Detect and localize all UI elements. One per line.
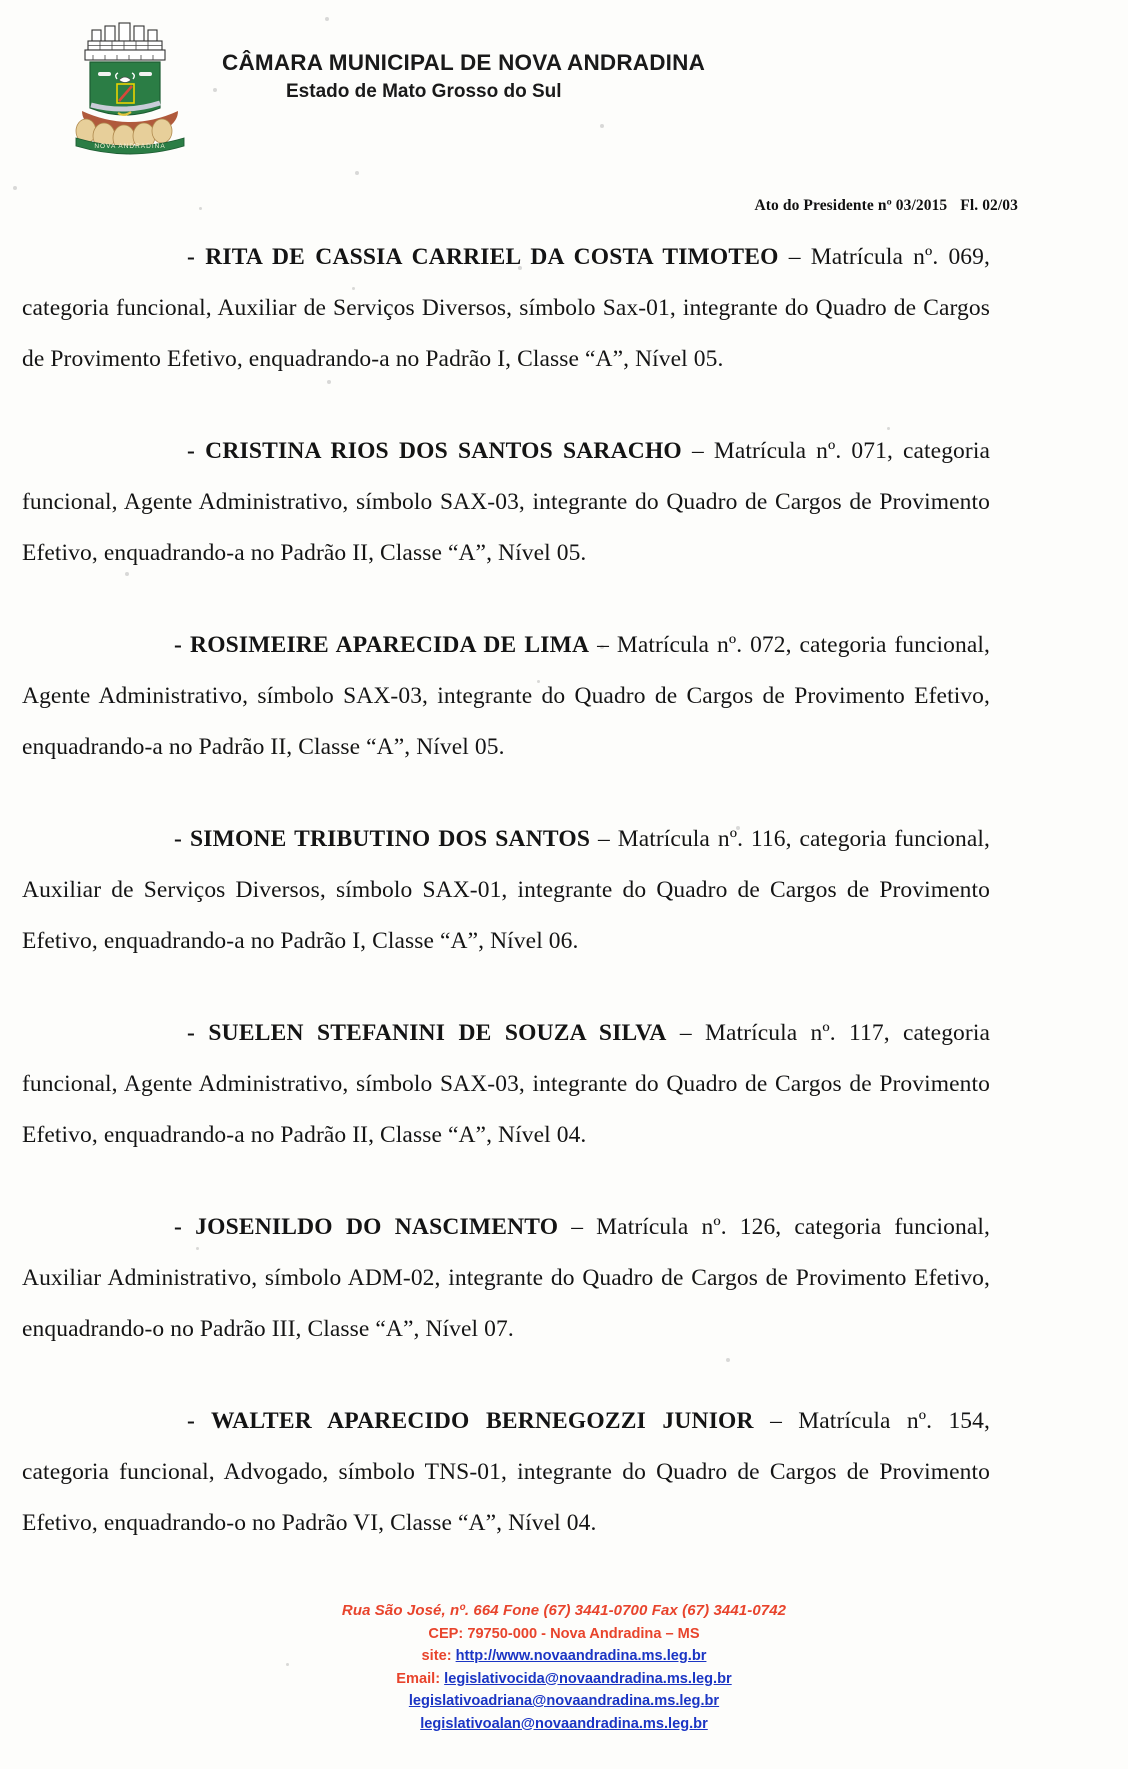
document-body <box>22 232 990 1590</box>
clause-text: – Matrícula nº. 154, categoria funcional, Advogado, símbolo TNS-01, integrante do Quadro de Cargos de Provimento Efetivo, enquadrando-o no Padrão VI, Classe “A”, Nível 04. <box>22 1408 990 1536</box>
site-label: site: <box>421 1648 456 1664</box>
clause-text: – Matrícula nº. 116, categoria funcional, Auxiliar de Serviços Diversos, símbolo SAX-01, integrante do Quadro de Cargos de Provimento Efetivo, enquadrando-a no Padrão I, Classe “A”, Nível 06. <box>22 826 990 954</box>
person-name: - RITA DE CASSIA CARRIEL DA COSTA TIMOTEO <box>187 244 779 270</box>
clause-paragraph <box>22 1202 990 1355</box>
footer-address: Rua São José, nº. 664 Fone (67) 3441-0700 Fax (67) 3441-0742 <box>341 1602 787 1619</box>
clause-text: – Matrícula nº. 071, categoria funcional, Agente Administrativo, símbolo SAX-03, integrante do Quadro de Cargos de Provimento Efetivo, enquadrando-a no Padrão II, Classe “A”, Nível 05. <box>22 438 990 566</box>
letterhead <box>0 6 760 156</box>
organization-title: CÂMARA MUNICIPAL DE NOVA ANDRADINA <box>222 50 706 75</box>
clause-paragraph <box>22 620 990 773</box>
footer-cep: CEP: 79750-000 - Nova Andradina – MS <box>428 1625 700 1642</box>
person-name: - WALTER APARECIDO BERNEGOZZI JUNIOR <box>187 1408 754 1434</box>
scan-speck <box>199 207 202 210</box>
clause-paragraph <box>22 1396 990 1549</box>
email-link-adriana[interactable]: legislativoadriana@novaandradina.ms.leg.br <box>408 1693 720 1709</box>
footer-email-row <box>0 1668 1128 1691</box>
document-reference <box>755 197 1019 215</box>
clause-text: – Matrícula nº. 126, categoria funcional, Auxiliar Administrativo, símbolo ADM-02, integrante do Quadro de Cargos de Provimento Efetivo, enquadrando-o no Padrão III, Classe “A”, Nível 07. <box>22 1214 991 1342</box>
person-name: - CRISTINA RIOS DOS SANTOS SARACHO <box>187 438 682 464</box>
person-name: - JOSENILDO DO NASCIMENTO <box>174 1214 559 1240</box>
act-number: Ato do Presidente nº 03/2015 <box>754 197 948 214</box>
footer-email-row <box>0 1713 1128 1736</box>
folio-number: Fl. 02/03 <box>960 197 1018 214</box>
scan-speck <box>355 171 359 175</box>
footer-site-row <box>0 1645 1128 1668</box>
clause-text: – Matrícula nº. 069, categoria funcional, Auxiliar de Serviços Diversos, símbolo Sax-01, integrante do Quadro de Cargos de Provimento Efetivo, enquadrando-a no Padrão I, Classe “A”, Nível 05. <box>22 244 990 372</box>
clause-paragraph <box>22 426 990 579</box>
clause-paragraph <box>22 232 990 385</box>
clause-paragraph <box>22 1008 990 1161</box>
page-footer <box>0 1600 1128 1735</box>
email-label: Email: <box>396 1670 445 1687</box>
organization-names <box>222 50 742 103</box>
organization-subtitle: Estado de Mato Grosso do Sul <box>286 81 562 102</box>
svg-text:NOVA ANDRADINA: NOVA ANDRADINA <box>94 143 166 150</box>
scan-speck <box>13 186 17 190</box>
email-link-cida[interactable]: legislativocida@novaandradina.ms.leg.br <box>444 1670 732 1687</box>
person-name: - SIMONE TRIBUTINO DOS SANTOS <box>174 826 591 852</box>
clause-paragraph <box>22 814 990 967</box>
footer-email-row <box>0 1690 1128 1713</box>
clause-text: – Matrícula nº. 072, categoria funcional, Agente Administrativo, símbolo SAX-03, integrante do Quadro de Cargos de Provimento Efetivo, enquadrando-a no Padrão II, Classe “A”, Nível 05. <box>22 632 991 760</box>
email-link-alan[interactable]: legislativoalan@novaandradina.ms.leg.br <box>420 1715 708 1732</box>
person-name: - ROSIMEIRE APARECIDA DE LIMA <box>174 632 590 658</box>
clause-text: – Matrícula nº. 117, categoria funcional, Agente Administrativo, símbolo SAX-03, integrante do Quadro de Cargos de Provimento Efetivo, enquadrando-a no Padrão II, Classe “A”, Nível 04. <box>22 1020 990 1148</box>
site-link[interactable]: http://www.novaandradina.ms.leg.br <box>455 1648 707 1664</box>
coat-of-arms-icon <box>60 12 200 158</box>
person-name: - SUELEN STEFANINI DE SOUZA SILVA <box>187 1020 667 1046</box>
